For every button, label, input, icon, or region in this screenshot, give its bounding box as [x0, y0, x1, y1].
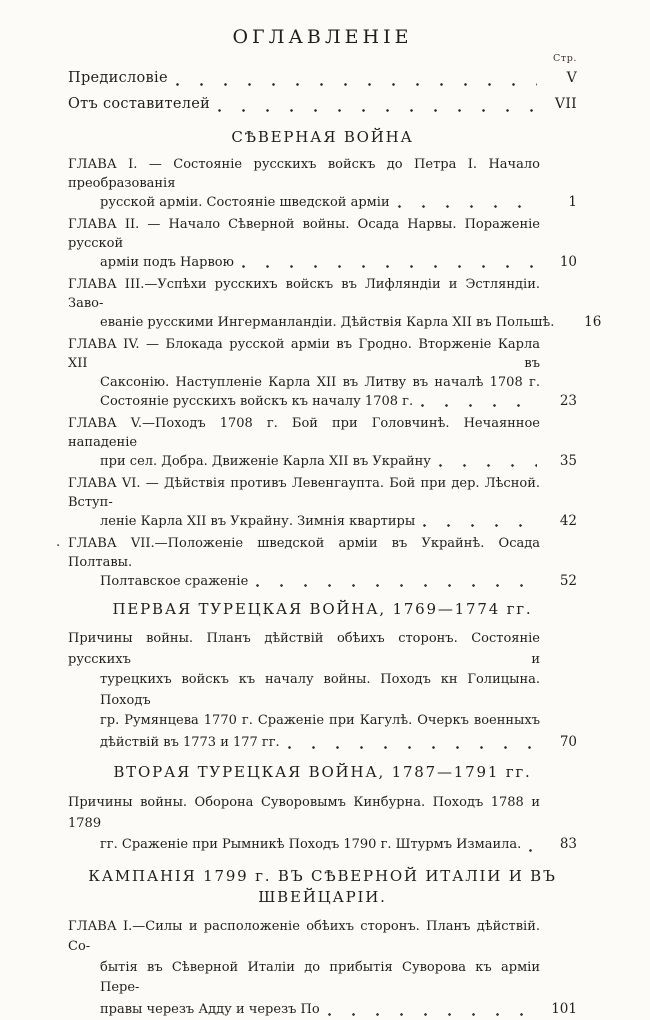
page-number: VII: [545, 93, 577, 116]
toc-entry-line: [100, 392, 577, 411]
page-number: 70: [545, 732, 577, 753]
toc-line-text: Полтавское сраженіе: [100, 572, 248, 591]
dot-leader: [287, 732, 537, 754]
toc-sections: [68, 128, 577, 1020]
toc-entry-line: ГЛАВА IV. — Блокада русской арміи въ Гродно. Вторженіе Карла XII въ: [68, 335, 540, 373]
dot-leader: [397, 193, 537, 212]
toc-entry-line: ГЛАВА II. — Начало Сѣверной войны. Осада Нарвы. Пораженіе русской: [68, 215, 540, 253]
toc-entry-line: [100, 452, 577, 471]
section-heading-line: ПЕРВАЯ ТУРЕЦКАЯ ВОЙНА, 1769—1774 гг.: [68, 600, 577, 618]
toc-entry: [68, 275, 577, 332]
toc-section: [68, 763, 577, 856]
toc-section: [68, 600, 577, 753]
toc-entry-line: [100, 253, 577, 272]
section-heading: [68, 866, 577, 908]
page-number: 52: [545, 572, 577, 591]
section-heading-line: ВТОРАЯ ТУРЕЦКАЯ ВОЙНА, 1787—1791 гг.: [68, 763, 577, 781]
toc-entry-line: ГЛАВА VI. — Дѣйствія противъ Левенгаупта. Бой при дер. Лѣсной. Вступ-: [68, 474, 540, 512]
dot-leader: [241, 253, 537, 272]
toc-section: [68, 128, 577, 591]
dot-leader: [422, 512, 537, 531]
dot-leader: [255, 572, 537, 591]
toc-entry: [68, 93, 577, 116]
toc-entry-line: [100, 512, 577, 531]
toc-entry: [68, 414, 577, 471]
dot-leader: [528, 834, 537, 856]
toc-entry-line: бытія въ Сѣверной Италіи до прибытія Суворова къ арміи Пере-: [100, 958, 540, 999]
page-number: V: [545, 67, 577, 90]
toc-entry: [68, 67, 577, 90]
toc-entry-line: ГЛАВА I. — Состояніе русскихъ войскъ до Петра I. Начало преобразованія: [68, 155, 540, 193]
page-number: 35: [545, 452, 577, 471]
toc-line-text: гг. Сраженіе при Рымникѣ Походъ 1790 г. Штурмъ Измаила.: [100, 835, 521, 856]
page-number: 101: [545, 999, 577, 1020]
toc-entry: [68, 215, 577, 272]
toc-entry-line: Саксонію. Наступленіе Карла XII въ Литву въ началѣ 1708 г.: [100, 373, 540, 392]
toc-line-text: Состояніе русскихъ войскъ къ началу 1708 г.: [100, 392, 413, 411]
toc-entry-line: ГЛАВА VII.—Положеніе шведской арміи въ Украйнѣ. Осада Полтавы.: [68, 534, 540, 572]
toc-entry-line: ГЛАВА III.—Успѣхи русскихъ войскъ въ Лифляндіи и Эстляндіи. Заво-: [68, 275, 540, 313]
dot-leader: [217, 93, 537, 116]
toc-entry: [68, 629, 577, 753]
page-number: 1: [545, 193, 577, 212]
page-number: 23: [545, 392, 577, 411]
toc-entry-line: [68, 93, 577, 116]
toc-entry: [68, 534, 577, 591]
toc-entry-line: Причины войны. Оборона Суворовымъ Кинбурна. Походъ 1788 и 1789: [68, 793, 540, 834]
toc-entry-line: [100, 999, 577, 1020]
toc-entry: [68, 335, 577, 411]
dot-leader: [420, 392, 537, 411]
toc-line-text: правы черезъ Адду и черезъ По: [100, 1000, 320, 1020]
toc-line-text: русской арміи. Состояніе шведской арміи: [100, 193, 390, 212]
toc-line-text: Отъ составителей: [68, 93, 210, 116]
toc-entry-line: [100, 193, 577, 212]
toc-entry: [68, 155, 577, 212]
section-heading-line: СѢВЕРНАЯ ВОЙНА: [68, 128, 577, 146]
toc-entry-line: [100, 732, 577, 754]
toc-entry-line: [100, 834, 577, 856]
page-title: ОГЛАВЛЕНІЕ: [68, 26, 577, 48]
toc-entry-line: Причины войны. Планъ дѣйствій обѣихъ сторонъ. Состояніе русскихъ и: [68, 629, 540, 670]
toc-entry-line: [100, 313, 577, 332]
toc-section: [68, 866, 577, 1020]
toc-entry-line: [68, 67, 577, 90]
toc-entry: [68, 793, 577, 856]
toc-entry-line: гр. Румянцева 1770 г. Сраженіе при Кагулѣ. Очеркъ военныхъ: [100, 711, 540, 732]
margin-artifact-dot: .: [56, 535, 60, 550]
toc-line-text: арміи подъ Нарвою: [100, 253, 234, 272]
dot-leader: [327, 999, 537, 1020]
toc-line-text: еваніе русскими Ингерманландіи. Дѣйствія Карла XII въ Польшѣ.: [100, 313, 554, 332]
section-heading-line: ШВЕЙЦАРІИ.: [68, 887, 577, 908]
section-heading: [68, 128, 577, 146]
toc-entry-line: ГЛАВА V.—Походъ 1708 г. Бой при Головчинѣ. Нечаянное нападеніе: [68, 414, 540, 452]
toc-line-text: дѣйствій въ 1773 и 177 гг.: [100, 733, 280, 754]
toc-entry-line: [100, 572, 577, 591]
front-matter: [68, 67, 577, 116]
section-heading: [68, 763, 577, 781]
page-number: 10: [545, 253, 577, 272]
toc-entry-line: ГЛАВА I.—Силы и расположеніе обѣихъ сторонъ. Планъ дѣйствій. Со-: [68, 917, 540, 958]
toc-entry: [68, 474, 577, 531]
page-number: 83: [545, 834, 577, 855]
section-heading-line: КАМПАНІЯ 1799 г. ВЪ СѢВЕРНОЙ ИТАЛІИ И ВЪ: [68, 866, 577, 887]
toc-line-text: леніе Карла XII въ Украйну. Зимнія квартиры: [100, 512, 415, 531]
page-number: 42: [545, 512, 577, 531]
dot-leader: [175, 67, 537, 90]
section-heading: [68, 600, 577, 618]
page-number: 16: [569, 313, 601, 332]
toc-entry: [68, 917, 577, 1020]
toc-line-text: при сел. Добра. Движеніе Карла XII въ Украйну: [100, 452, 431, 471]
dot-leader: [438, 452, 537, 471]
toc-line-text: Предисловіе: [68, 67, 168, 90]
page-column-label: Стр.: [68, 53, 577, 64]
toc-entry-line: турецкихъ войскъ къ началу войны. Походъ кн Голицына. Походъ: [100, 670, 540, 711]
